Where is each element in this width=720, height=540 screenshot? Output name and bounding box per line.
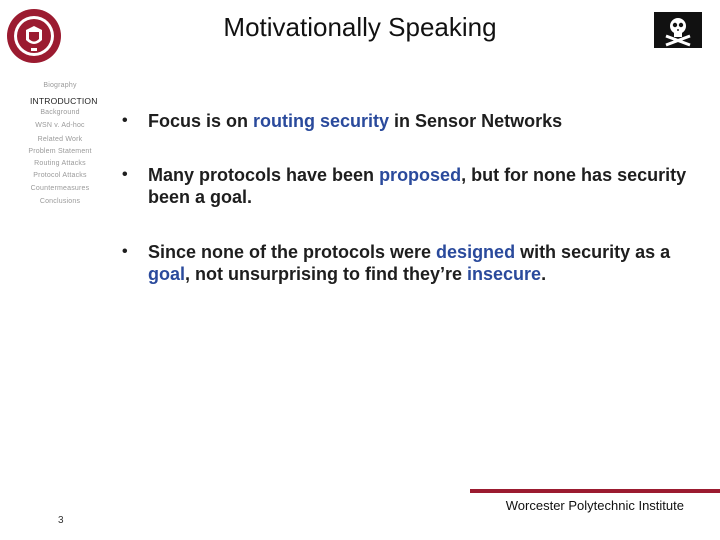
bullet-text: Many protocols have been proposed, but for none has security been a goal. xyxy=(148,165,687,207)
sidebar-item-problem-statement[interactable]: Problem Statement xyxy=(28,148,92,155)
sidebar-item-conclusions[interactable]: Conclusions xyxy=(39,198,81,205)
skull-crossbones-icon xyxy=(654,12,702,48)
sidebar-item-routing-attacks[interactable]: Routing Attacks xyxy=(34,160,86,167)
sidebar-item-background[interactable]: Background xyxy=(40,109,80,116)
page-number: 3 xyxy=(58,515,64,526)
bullet-text: Focus is on routing security in Sensor Networks xyxy=(148,111,563,131)
highlight-text: insecure xyxy=(467,264,542,284)
sidebar-item-protocol-attacks[interactable]: Protocol Attacks xyxy=(33,172,87,179)
university-seal-icon xyxy=(6,8,62,64)
bullet-dot-icon: • xyxy=(122,112,128,129)
bullet-dot-icon: • xyxy=(122,166,128,183)
highlight-text: goal xyxy=(148,264,186,284)
sidebar-item-countermeasures[interactable]: Countermeasures xyxy=(30,185,90,192)
sidebar-item-introduction[interactable]: INTRODUCTION xyxy=(30,96,98,106)
sidebar-item-related-work[interactable]: Related Work xyxy=(37,136,83,143)
slide-title: Motivationally Speaking xyxy=(223,12,497,42)
highlight-text: designed xyxy=(436,242,516,262)
highlight-text: proposed xyxy=(379,165,462,185)
footer-rule xyxy=(470,489,720,493)
sidebar-item-biography[interactable]: Biography xyxy=(43,82,77,89)
sidebar-item-wsn-v-adhoc[interactable]: WSN v. Ad-hoc xyxy=(35,122,85,129)
bullet-text: Since none of the protocols were designed with security as a goal, not unsurprising to find they’re insecure. xyxy=(148,242,671,284)
highlight-text: routing security xyxy=(253,111,390,131)
bullet-dot-icon: • xyxy=(122,243,128,260)
footer-institution: Worcester Polytechnic Institute xyxy=(505,498,684,513)
